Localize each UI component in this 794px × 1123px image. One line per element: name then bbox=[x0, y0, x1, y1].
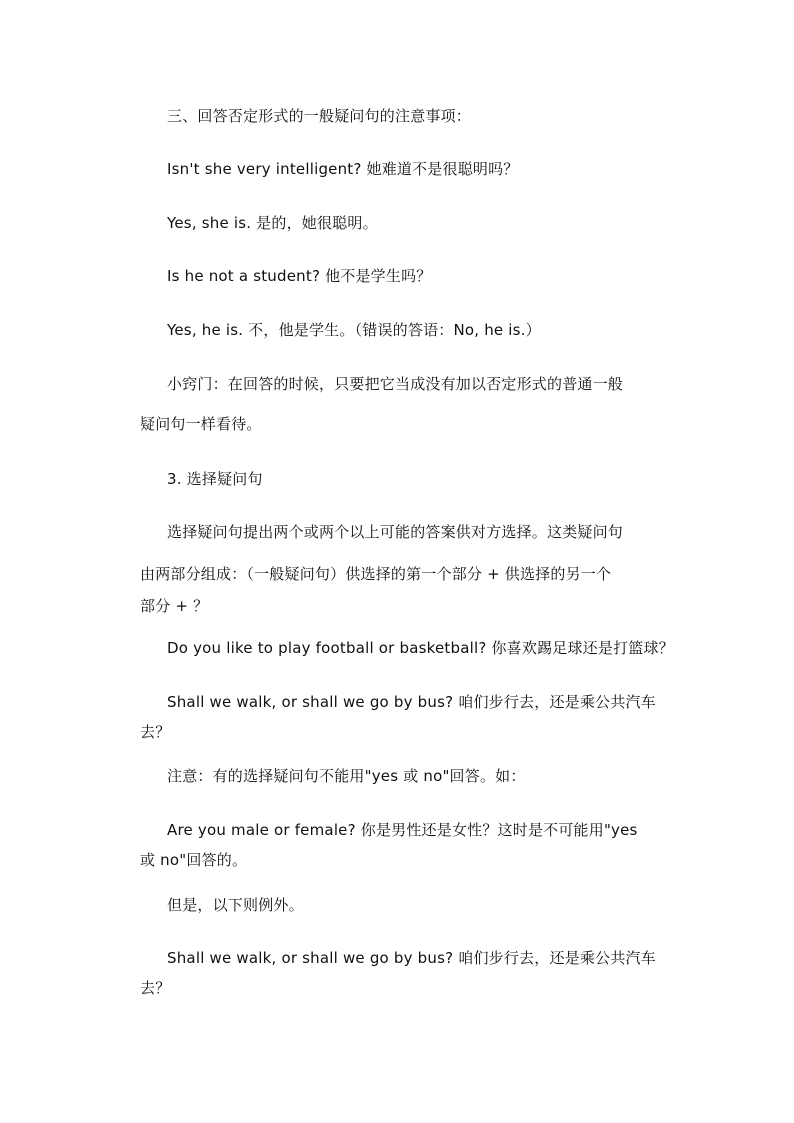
note-paragraph: 注意：有的选择疑问句不能用"yes 或 no"回答。如： bbox=[167, 767, 526, 785]
example-sentence: Are you male or female? 你是男性还是女性？这时是不可能用"yes bbox=[167, 821, 638, 839]
example-sentence: Is he not a student? 他不是学生吗？ bbox=[167, 267, 432, 285]
example-sentence-continued: 去？ bbox=[140, 723, 171, 741]
example-sentence: Shall we walk, or shall we go by bus? 咱们步行去，还是乘公共汽车 bbox=[167, 693, 656, 711]
section-heading-negative-questions: 三、回答否定形式的一般疑问句的注意事项： bbox=[167, 107, 472, 125]
exception-paragraph: 但是，以下则例外。 bbox=[167, 896, 304, 914]
example-sentence: Do you like to play football or basketball? 你喜欢踢足球还是打篮球？ bbox=[167, 639, 674, 657]
example-sentence-continued: 去？ bbox=[140, 979, 171, 997]
example-sentence: Yes, he is. 不，他是学生。（错误的答语：No, he is.） bbox=[167, 321, 541, 339]
definition-paragraph-line: 选择疑问句提出两个或两个以上可能的答案供对方选择。这类疑问句 bbox=[167, 523, 624, 541]
example-sentence: Yes, she is. 是的，她很聪明。 bbox=[167, 214, 378, 232]
tip-paragraph-line: 疑问句一样看待。 bbox=[140, 415, 262, 433]
definition-paragraph-line: 由两部分组成：（一般疑问句）供选择的第一个部分 + 供选择的另一个 bbox=[140, 565, 612, 583]
tip-paragraph-line: 小窍门：在回答的时候，只要把它当成没有加以否定形式的普通一般 bbox=[167, 375, 624, 393]
example-sentence-continued: 或 no"回答的。 bbox=[140, 851, 248, 869]
section-heading-alternative-questions: 3. 选择疑问句 bbox=[167, 470, 263, 488]
example-sentence: Shall we walk, or shall we go by bus? 咱们步行去，还是乘公共汽车 bbox=[167, 949, 656, 967]
example-sentence: Isn't she very intelligent? 她难道不是很聪明吗？ bbox=[167, 160, 519, 178]
definition-paragraph-line: 部分 + ？ bbox=[140, 597, 209, 615]
